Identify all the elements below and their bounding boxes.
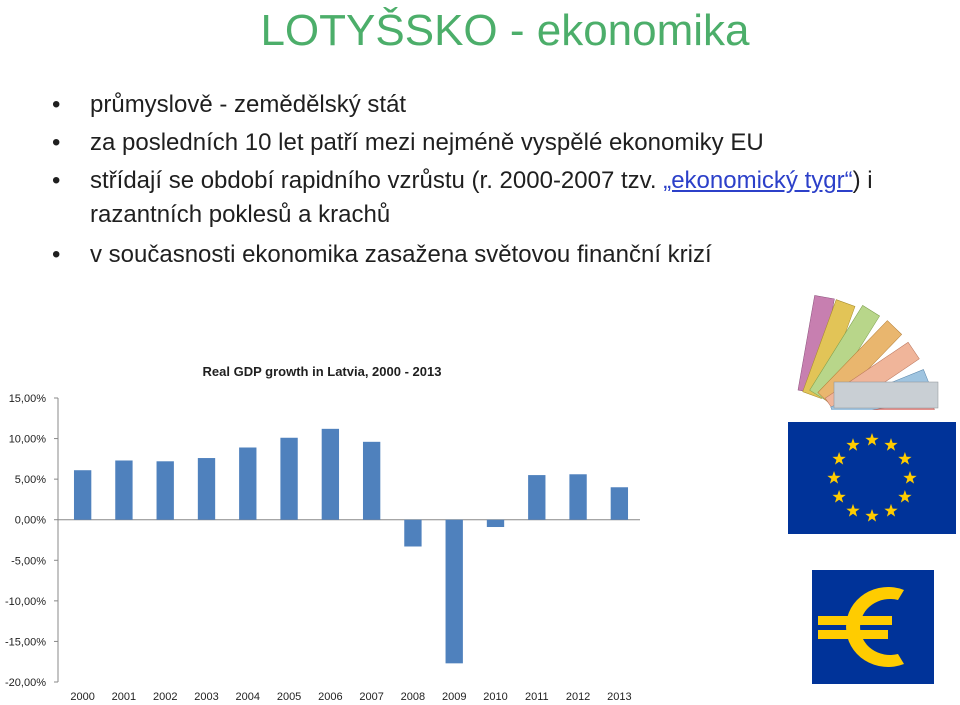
x-tick-label: 2002 <box>152 691 178 703</box>
bullet-item <box>52 88 932 122</box>
y-tick-label: -20,00% <box>5 677 46 689</box>
bullet-item <box>52 238 932 272</box>
x-axis-labels <box>70 691 631 703</box>
x-tick-label: 2009 <box>441 691 467 703</box>
bullet-text: za posledních 10 let patří mezi nejméně vyspělé ekonomiky EU <box>90 129 764 156</box>
x-tick-label: 2010 <box>483 691 508 703</box>
x-tick-label: 2001 <box>111 691 137 703</box>
y-tick-label: 10,00% <box>8 433 46 446</box>
x-tick-label: 2006 <box>318 691 343 703</box>
bar-2004 <box>239 447 256 519</box>
x-tick-label: 2004 <box>235 691 261 703</box>
bar-2006 <box>322 429 339 520</box>
ekonomicky-tygr-link[interactable]: „ekonomický tygr“ <box>663 167 853 194</box>
y-tick-label: 15,00% <box>8 393 46 405</box>
bar-2001 <box>115 460 132 519</box>
eu-flag-image <box>788 422 956 534</box>
bullet-item <box>52 126 932 160</box>
bullet-text: ) i razantních poklesů a krachů <box>90 167 873 228</box>
x-tick-label: 2000 <box>70 691 95 703</box>
chart-title: Real GDP growth in Latvia, 2000 - 2013 <box>202 364 442 379</box>
bar-2008 <box>404 520 421 547</box>
y-tick-label: -5,00% <box>11 555 46 568</box>
bullet-text: v současnosti ekonomika zasažena světovou finanční krizí <box>90 241 712 268</box>
x-tick-label: 2008 <box>400 691 426 703</box>
bar-2003 <box>198 458 215 520</box>
x-tick-label: 2011 <box>524 691 549 703</box>
y-tick-label: -10,00% <box>5 595 46 608</box>
gdp-growth-chart <box>0 352 700 705</box>
x-tick-label: 2013 <box>607 691 632 703</box>
euro-banknotes-image <box>790 290 956 410</box>
bar-series <box>74 429 628 664</box>
euro-sign-image <box>812 570 934 684</box>
bar-2007 <box>363 442 380 520</box>
bar-2000 <box>74 470 91 519</box>
x-tick-label: 2005 <box>276 691 302 703</box>
bullet-text: průmyslově - zemědělský stát <box>90 91 407 118</box>
bar-2012 <box>569 474 586 519</box>
bar-2010 <box>487 520 504 527</box>
bullet-text: střídají se období rapidního vzrůstu (r. 2000-2007 tzv. <box>90 167 664 194</box>
x-tick-label: 2012 <box>565 691 591 703</box>
bar-2009 <box>446 520 463 664</box>
page-title: LOTYŠSKO - ekonomika <box>260 6 750 55</box>
bar-2011 <box>528 475 545 520</box>
y-tick-label: 5,00% <box>14 474 46 487</box>
bar-2002 <box>157 461 174 519</box>
bullet-list <box>52 88 932 276</box>
x-tick-label: 2003 <box>194 691 219 703</box>
bullet-item <box>52 164 932 232</box>
y-tick-label: -15,00% <box>5 636 46 649</box>
x-tick-label: 2007 <box>359 691 384 703</box>
bar-2013 <box>611 487 628 519</box>
bar-2005 <box>280 438 297 520</box>
y-tick-label: 0,00% <box>14 514 46 527</box>
